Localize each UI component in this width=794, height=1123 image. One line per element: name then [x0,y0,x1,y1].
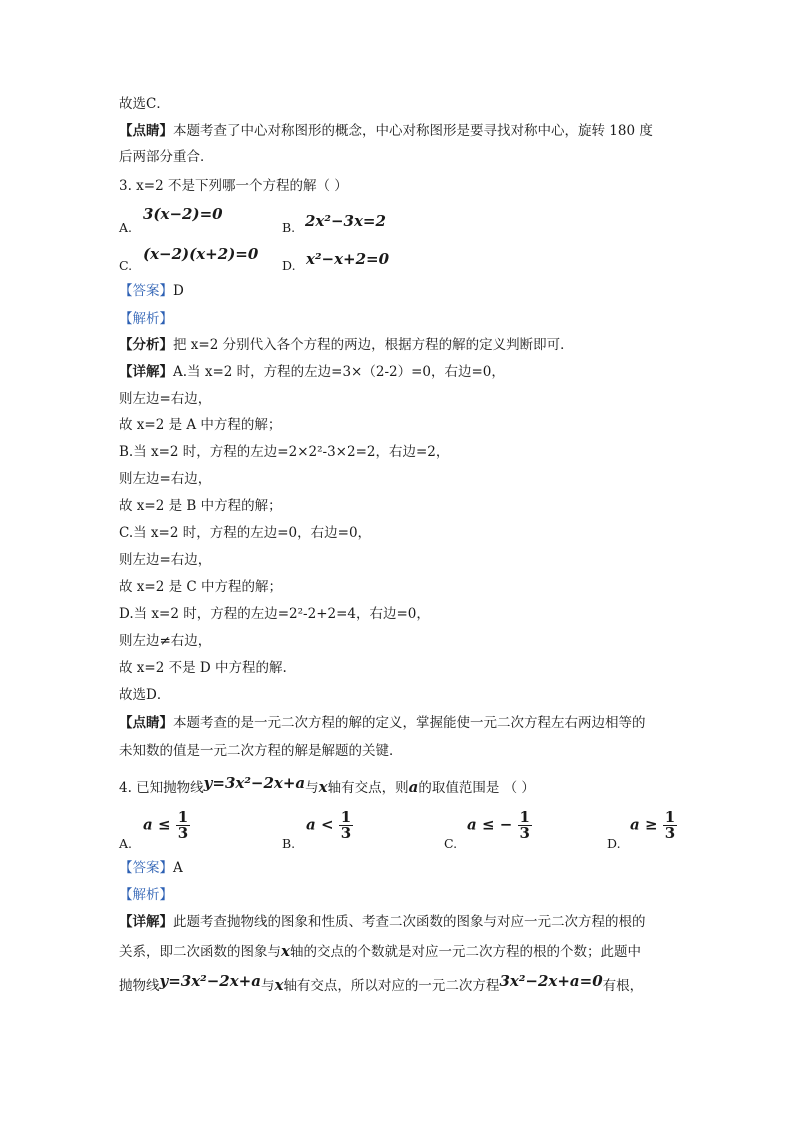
fraction [663,810,677,841]
text-line: 故选D． [119,687,171,703]
section-tag: 【详解】 [119,364,173,380]
option-label-a: A. [119,836,133,851]
text-line [119,121,653,141]
quadratic-equation: 3x²−2x+a=0 [499,972,603,990]
var-x: x [318,778,328,796]
text-span: 此题考查抛物线的图象和性质、考查二次函数的图象与对应一元二次方程的根的 [173,914,646,930]
option-a-equation: 3(x−2)=0 [143,205,223,223]
fraction [339,810,353,841]
text-line: 故选C． [119,96,170,112]
fraction [518,810,532,841]
text-span: 与 [260,978,275,994]
option-label-d: D. [282,258,296,273]
text-line: 故 x=2 是 C 中方程的解； [119,579,283,595]
option-b-equation: 2x²−3x=2 [305,212,386,230]
denominator: 3 [519,824,530,842]
answer-value: A [173,860,183,876]
text-span: 关系，即二次函数的图象与 [119,944,281,960]
analysis-tag: 【解析】 [119,311,173,327]
text-line [119,362,505,382]
section-tag: 【详解】 [119,914,173,930]
text-line: 故 x=2 是 A 中方程的解； [119,417,282,433]
option-label-c: C. [444,836,458,851]
option-label-b: B. [282,836,296,851]
text-span: 轴的交点的个数就是对应一元二次方程的根的个数；此题中 [289,944,641,960]
text-line: 故 x=2 是 B 中方程的解； [119,498,282,514]
var-x: x [274,976,284,994]
parabola-equation: y=3x²−2x+a [203,774,306,792]
relation: a ≤ − [467,815,513,834]
answer-tag: 【答案】 [119,283,173,299]
analysis-tag: 【解析】 [119,887,173,903]
text-line [119,941,641,962]
text-span: 抛物线 [119,978,160,994]
relation: a ≤ [143,815,171,834]
text-span: 的取值范围是 （ ） [418,780,535,796]
answer-line [119,281,184,301]
var-a: a [408,778,419,796]
option-d-equation: x²−x+2=0 [306,250,390,268]
denominator: 3 [177,824,189,842]
option-a-inequality [143,810,190,841]
parabola-equation: y=3x²−2x+a [159,972,261,990]
text-span: A.当 x=2 时，方程的左边=3×（2-2）=0，右边=0， [173,364,505,380]
numerator: 1 [340,808,352,826]
relation: a ≥ [630,815,658,834]
option-c-inequality [467,810,532,841]
answer-value: D [173,283,184,299]
text-line: C.当 x=2 时，方程的左边=0，右边=0， [119,525,372,541]
text-line: B.当 x=2 时，方程的左边=2×2²-3×2=2，右边=2， [119,444,450,460]
option-label-b: B. [282,220,296,235]
text-line: 后两部分重合． [119,149,214,165]
var-x: x [281,942,290,960]
section-tag: 【点睛】 [119,715,173,731]
text-span: 轴有交点，则 [327,780,409,796]
numerator: 1 [519,808,530,826]
numerator: 1 [664,808,676,826]
relation: a < [306,815,334,834]
text-line [119,972,644,996]
text-span: 把 x=2 分别代入各个方程的两边，根据方程的解的定义判断即可． [173,337,574,353]
option-label-d: D. [607,836,621,851]
answer-line [119,858,183,878]
option-label-a: A. [119,220,133,235]
text-line: 则左边=右边， [119,471,212,487]
text-line [119,335,574,355]
text-span: 有根， [602,978,644,994]
text-line: 则左边≠右边， [119,633,212,649]
option-label-c: C. [119,258,133,273]
section-tag: 【分析】 [119,337,173,353]
text-span: 4. 已知抛物线 [119,780,204,796]
text-line: 故 x=2 不是 D 中方程的解. [119,660,287,676]
text-span: 与 [305,780,319,796]
option-c-equation: (x−2)(x+2)=0 [143,245,259,263]
numerator: 1 [177,808,189,826]
text-line [119,912,646,932]
text-line: D.当 x=2 时，方程的左边=2²-2+2=4，右边=0， [119,606,430,622]
text-line: 则左边=右边， [119,552,212,568]
section-tag: 【点睛】 [119,123,173,139]
text-line [119,713,646,733]
fraction [176,810,190,841]
option-d-inequality [630,810,677,841]
question-3-stem: 3. x=2 不是下列哪一个方程的解（ ） [119,178,348,194]
text-line: 未知数的值是一元二次方程的解是解题的关键． [119,743,403,759]
text-line: 则左边=右边， [119,391,212,407]
question-4-stem [119,774,535,798]
text-span: 轴有交点，所以对应的一元二次方程 [283,978,500,994]
text-span: 本题考查了中心对称图形的概念，中心对称图形是要寻找对称中心，旋转 180 度 [173,123,653,139]
text-span: 本题考查的是一元二次方程的解的定义，掌握能使一元二次方程左右两边相等的 [173,715,646,731]
answer-tag: 【答案】 [119,860,173,876]
option-b-inequality [306,810,353,841]
denominator: 3 [664,824,676,842]
denominator: 3 [340,824,352,842]
